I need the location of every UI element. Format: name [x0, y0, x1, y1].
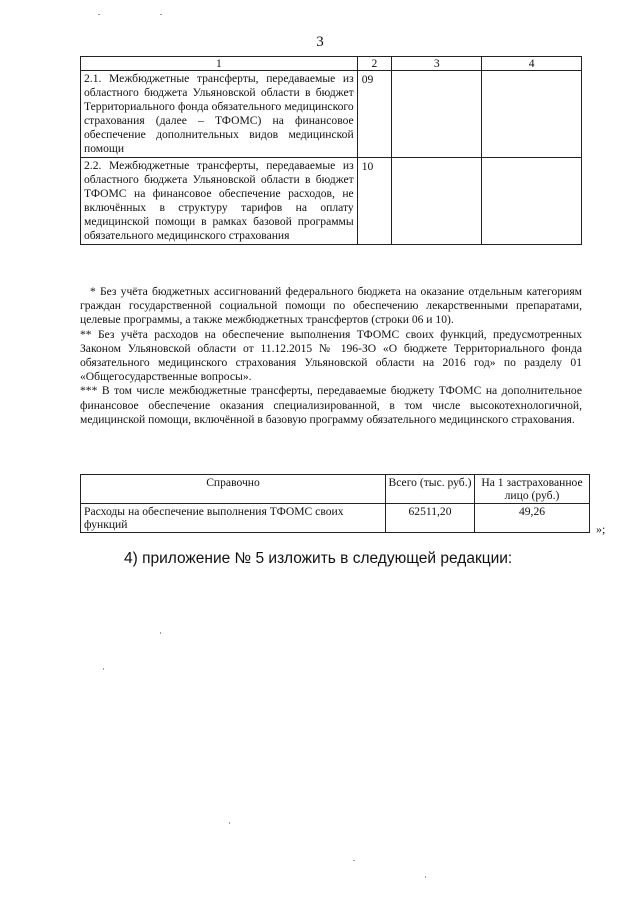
amendment-instruction: 4) приложение № 5 изложить в следующей редакции: [124, 550, 513, 567]
footnote-2: ** Без учёта расходов на обеспечение выполнения ТФОМС своих функций, предусмотренных Законом Ульяновской области от 11.12.2015 № 196-ЗО «О бюджете Территориального фонда обязательного медицинского страхования Ульяновской области на 2016 год» по разделу 01 «Общегосударственные вопросы». [80, 327, 582, 384]
table-header-row [81, 57, 582, 71]
column-header-1: 1 [81, 57, 358, 71]
row-code: 09 [357, 71, 392, 158]
scan-speck [160, 632, 161, 634]
reference-table [80, 474, 590, 533]
scan-speck [103, 668, 104, 670]
reference-header-per-person: На 1 застрахованное лицо (руб.) [475, 475, 590, 504]
row-description: 2.2. Межбюджетные трансферты, передаваемые из областного бюджета Ульяновской области в бюджет ТФОМС на финансовое обеспечение расходов, не включённых в структуру тарифов на оплату медицинской помощи в рамках базовой программы обязательного медицинского страхования [81, 158, 358, 245]
scan-speck [425, 876, 426, 878]
column-header-4: 4 [482, 57, 582, 71]
footnote-1: * Без учёта бюджетных ассигнований федерального бюджета на оказание отдельным категориям граждан государственной социальной помощи по обеспечению лекарственными препаратами, целевые программы, а также межбюджетных трансфертов (строки 06 и 10). [80, 285, 582, 327]
closing-quote-mark: »; [596, 522, 606, 536]
row-description: 2.1. Межбюджетные трансферты, передаваемые из областного бюджета Ульяновской области в бюджет Территориального фонда обязательного медицинского страхования (далее – ТФОМС) на финансовое обеспечение дополнительных видов медицинской помощи [81, 71, 358, 158]
reference-header-row [81, 475, 590, 504]
scan-speck [229, 822, 230, 824]
expenditure-table [80, 56, 582, 245]
scan-speck [353, 860, 355, 861]
row-value-3 [392, 71, 482, 158]
footnotes [80, 285, 582, 427]
reference-row-label: Расходы на обеспечение выполнения ТФОМС своих функций [81, 504, 386, 533]
reference-row-per-person: 49,26 [475, 504, 590, 533]
reference-header-label: Справочно [81, 475, 386, 504]
table-row [81, 71, 582, 158]
row-value-4 [482, 158, 582, 245]
row-value-3 [392, 158, 482, 245]
column-header-2: 2 [357, 57, 392, 71]
reference-row [81, 504, 590, 533]
column-header-3: 3 [392, 57, 482, 71]
scan-speck [98, 14, 100, 15]
reference-header-total: Всего (тыс. руб.) [386, 475, 475, 504]
reference-row-total: 62511,20 [386, 504, 475, 533]
table-row [81, 158, 582, 245]
row-value-4 [482, 71, 582, 158]
page-number: 3 [316, 34, 324, 50]
footnote-3: *** В том числе межбюджетные трансферты, передаваемые бюджету ТФОМС на дополнительное финансовое обеспечение оказания специализированной, в том числе высокотехнологичной, медицинской помощи, включённой в базовую программу обязательного медицинского страхования. [80, 384, 582, 426]
row-code: 10 [357, 158, 392, 245]
scan-speck [160, 14, 162, 15]
